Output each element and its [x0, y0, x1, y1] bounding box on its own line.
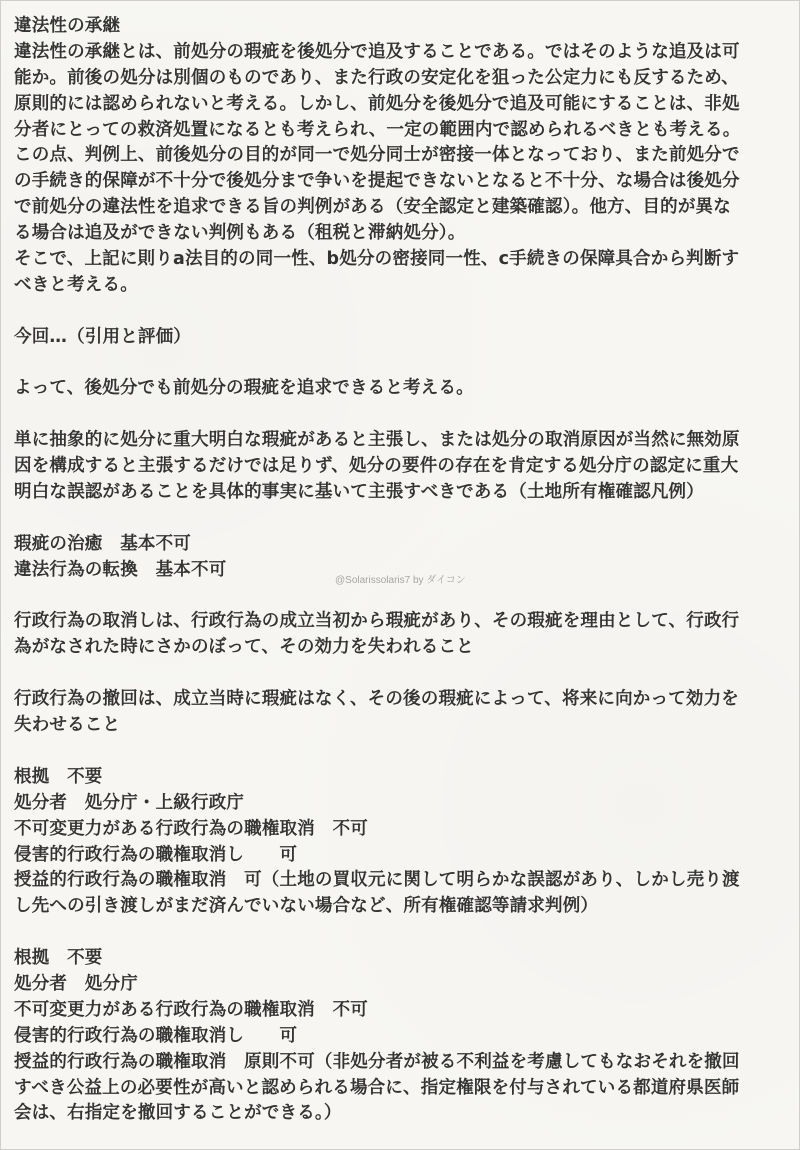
- text-line: 根拠 不要: [14, 948, 103, 969]
- text-line: 原則的には認められないと考える。しかし、前処分を後処分で追及可能にすることは、非処: [14, 93, 740, 114]
- text-line: 瑕疵の治癒 基本不可: [14, 533, 191, 554]
- blank-line: [14, 506, 784, 532]
- blank-line: [14, 299, 784, 325]
- text-line: 不可変更力がある行政行為の職権取消 不可: [14, 818, 368, 839]
- text-line: 行政行為の取消しは、行政行為の成立当初から瑕疵があり、その瑕疵を理由として、行政行: [14, 611, 740, 632]
- text-line: 行政行為の撤回は、成立当時に瑕疵はなく、その後の瑕疵によって、将来に向かって効力を: [14, 689, 739, 710]
- text-line: 単に抽象的に処分に重大明白な瑕疵があると主張し、または処分の取消原因が当然に無効原: [14, 430, 740, 451]
- text-line: 侵害的行政行為の職権取消し 可: [14, 844, 298, 865]
- text-line: 処分者 処分庁・上級行政庁: [14, 792, 245, 813]
- text-line: 違法性の承継とは、前処分の瑕疵を後処分で追及することである。ではそのような追及は可: [14, 41, 740, 62]
- text-line: 侵害的行政行為の職権取消し 可: [14, 1025, 298, 1046]
- text-line: 授益的行政行為の職権取消 可（土地の買収元に関して明らかな誤認があり、しかし売り渡: [14, 870, 740, 891]
- blank-line: [14, 584, 784, 610]
- text-line: 不可変更力がある行政行為の職権取消 不可: [14, 999, 368, 1020]
- text-line: べきと考える。: [14, 274, 138, 295]
- text-line: で前処分の違法性を追求できる旨の判例がある（安全認定と建築確認）。他方、目的が異な: [14, 197, 731, 218]
- blank-line: [14, 402, 784, 428]
- text-line: 因を構成すると主張するだけでは足りず、処分の要件の存在を肯定する処分庁の認定に重大: [14, 456, 739, 477]
- blank-line: [14, 920, 784, 946]
- text-line: 為がなされた時にさかのぼって、その効力を失われること: [14, 637, 474, 658]
- text-line: 授益的行政行為の職権取消 原則不可（非処分者が被る不利益を考慮してもなおそれを撤回: [14, 1051, 740, 1072]
- text-line: 処分者 処分庁: [14, 973, 138, 994]
- watermark: @Solarissolaris7 by ダイコン: [335, 575, 466, 586]
- blank-line: [14, 739, 784, 765]
- text-line: し先への引き渡しがまだ済んでいない場合など、所有権確認等請求判例）: [14, 896, 599, 917]
- text-line: 根拠 不要: [14, 766, 103, 787]
- text-line: 今回…（引用と評価）: [14, 326, 191, 347]
- text-line: 能か。前後の処分は別個のものであり、また行政の安定化を狙った公定力にも反するため、: [14, 67, 739, 88]
- text-line: 失わせること: [14, 715, 121, 736]
- text-line: の手続き的保障が不十分で後処分まで争いを提起できないとなると不十分、な場合は後処分: [14, 171, 740, 192]
- text-line: すべき公益上の必要性が高いと認められる場合に、指定権限を付与されている都道府県医師: [14, 1077, 740, 1098]
- text-line: 会は、右指定を撤回することができる。）: [14, 1103, 342, 1124]
- text-line: 明白な誤認があることを具体的事実に基いて主張すべきである（土地所有権確認凡例）: [14, 482, 704, 503]
- text-line: そこで、上記に則りa法目的の同一性、b処分の密接同一性、c手続きの保障具合から判断す: [14, 249, 740, 270]
- text-line: この点、判例上、前後処分の目的が同一で処分同士が密接一体となっており、また前処分で: [14, 145, 740, 166]
- text-line: る場合は追及ができない判例もある（租税と滞納処分）。: [14, 223, 466, 244]
- text-line: 違法行為の転換 基本不可: [14, 559, 227, 580]
- text-line: 分者にとっての救済処置になるとも考えられ、一定の範囲内で認められるべきとも考える。: [14, 119, 741, 140]
- blank-line: [14, 351, 784, 377]
- text-line: よって、後処分でも前処分の瑕疵を追求できると考える。: [14, 378, 474, 399]
- blank-line: [14, 661, 784, 687]
- text-line: 違法性の承継: [14, 16, 121, 36]
